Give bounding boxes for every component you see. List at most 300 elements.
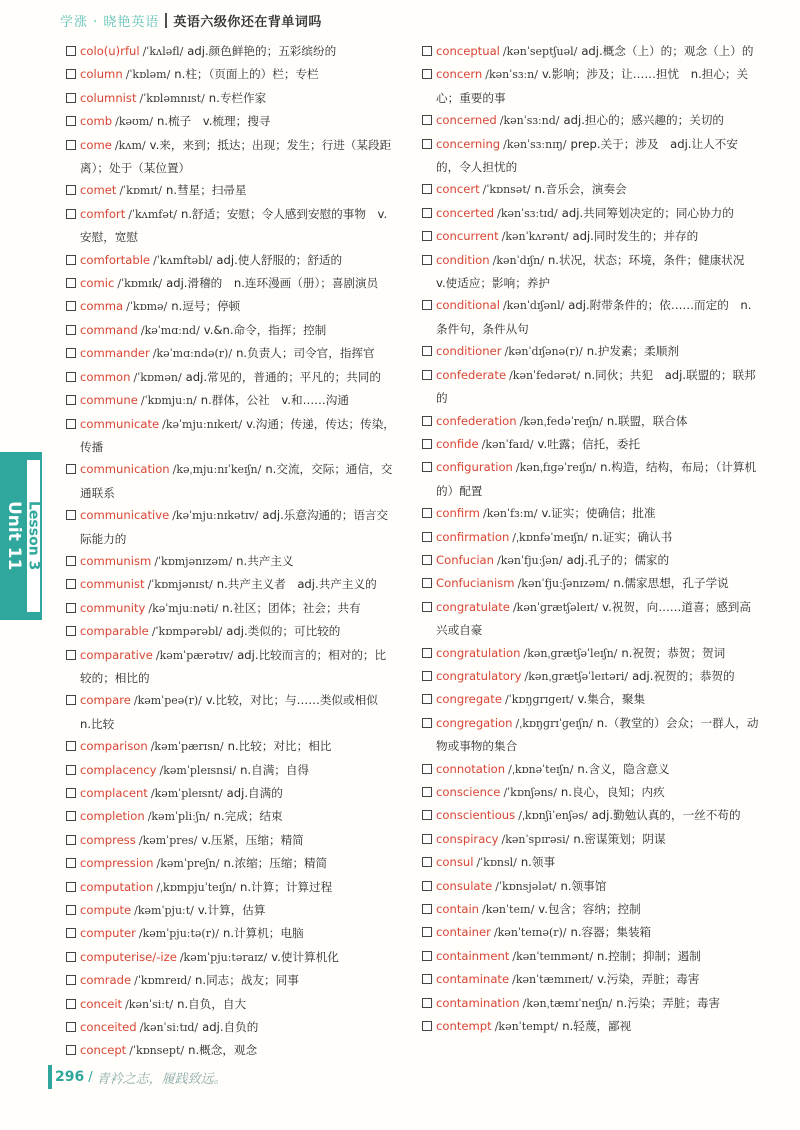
checkbox[interactable] <box>66 46 76 56</box>
checkbox[interactable] <box>66 419 76 429</box>
phonetic: /ˈkɒmɪk/ <box>117 277 163 291</box>
checkbox[interactable] <box>66 140 76 150</box>
phonetic: /ˈkɒmjənɪst/ <box>147 578 213 592</box>
checkbox[interactable] <box>422 231 432 241</box>
phonetic: /ˈkɒləmnɪst/ <box>139 91 205 105</box>
book-series: 学涨 · 晓艳英语 <box>60 14 160 30</box>
definition: n.共产主义者 adj.共产主义的 <box>216 577 377 592</box>
vocab-word: comfortable <box>80 252 151 267</box>
vocab-entry <box>66 550 396 573</box>
checkbox[interactable] <box>66 952 76 962</box>
vocab-word: comma <box>80 299 124 314</box>
vocab-entry <box>66 342 396 365</box>
phonetic: /kənˈtæmɪneɪt/ <box>512 973 594 987</box>
vocab-entry <box>422 712 760 758</box>
vocab-entry <box>422 225 760 248</box>
vocab-word: concept <box>80 1043 127 1058</box>
definition: adj.概念（上）的；观念（上）的 <box>581 44 754 58</box>
vocab-word: contamination <box>436 995 520 1010</box>
vocab-word: communist <box>80 577 145 592</box>
checkbox[interactable] <box>66 325 76 335</box>
checkbox[interactable] <box>422 998 432 1008</box>
definition: v.&n.命令，指挥；控制 <box>203 322 327 337</box>
vocab-entry <box>422 340 760 363</box>
vocab-entry <box>422 992 760 1015</box>
checkbox[interactable] <box>422 810 432 820</box>
vocab-word: congratulation <box>436 645 521 660</box>
phonetic: /kənˈdɪʃənə(r)/ <box>504 345 583 359</box>
phonetic: /kənˈseptʃuəl/ <box>502 45 578 58</box>
vocab-entry <box>66 272 396 295</box>
vocab-word: conceptual <box>436 44 500 58</box>
word-list-right <box>422 40 760 1038</box>
definition: n.含义，隐含意义 <box>577 761 670 776</box>
definition: n.祝贺；恭贺；贺词 <box>621 645 726 660</box>
vocab-entry <box>422 945 760 968</box>
checkbox[interactable] <box>66 278 76 288</box>
definition: n.计算机；电脑 <box>222 926 304 941</box>
vocab-entry <box>66 389 396 412</box>
vocab-word: conscience <box>436 785 501 799</box>
checkbox[interactable] <box>66 348 76 358</box>
definition: n.证实；确认书 <box>591 529 673 544</box>
definition: prep.关于；涉及 adj.让人不安的，令人担忧的 <box>436 136 738 175</box>
checkbox[interactable] <box>422 927 432 937</box>
vocab-word: comfort <box>80 206 126 221</box>
checkbox[interactable] <box>66 905 76 915</box>
definition: adj.颜色鲜艳的；五彩缤纷的 <box>187 44 337 58</box>
phonetic: /kəmˈpleɪsnsi/ <box>159 763 237 777</box>
definition: n.构造，结构，布局；（计算机的）配置 <box>436 460 757 498</box>
definition: n.领事 <box>520 855 556 870</box>
checkbox[interactable] <box>422 115 432 125</box>
definition: adj.共同筹划决定的；同心协力的 <box>561 205 734 220</box>
definition: n.同伙；共犯 adj.联盟的；联邦的 <box>436 367 756 406</box>
checkbox[interactable] <box>66 1022 76 1032</box>
checkbox[interactable] <box>422 416 432 426</box>
vocab-entry <box>66 829 396 852</box>
vocab-word: computer <box>80 926 136 941</box>
checkbox[interactable] <box>66 464 76 474</box>
checkbox[interactable] <box>66 835 76 845</box>
vocab-word: command <box>80 322 138 337</box>
vocab-entry <box>66 504 396 550</box>
definition: adj.滑稽的 n.连环漫画（册）；喜剧演员 <box>166 276 379 291</box>
checkbox[interactable] <box>66 695 76 705</box>
vocab-entry <box>66 852 396 875</box>
checkbox[interactable] <box>422 694 432 704</box>
vocab-entry <box>66 805 396 828</box>
vocab-word: configuration <box>436 460 513 475</box>
phonetic: /kənˈfjuːʃən/ <box>497 553 563 567</box>
checkbox[interactable] <box>422 718 432 728</box>
vocab-word: complacent <box>80 786 148 800</box>
phonetic: /kənˈteɪnə(r)/ <box>493 926 567 940</box>
footer-bar <box>48 1065 52 1089</box>
vocab-word: Confucianism <box>436 576 515 591</box>
phonetic: /kənˌɡrætʃəˈleɪtəri/ <box>524 669 629 683</box>
vocab-entry <box>66 620 396 643</box>
checkbox[interactable] <box>66 975 76 985</box>
vocab-word: congregate <box>436 692 502 707</box>
vocab-word: comparison <box>80 739 148 754</box>
vocab-word: contain <box>436 902 480 917</box>
vocab-word: comb <box>80 114 113 129</box>
vocab-word: commune <box>80 393 138 408</box>
vocab-entry <box>422 758 760 781</box>
vocab-word: completion <box>80 809 145 824</box>
vocab-word: conscientious <box>436 808 516 823</box>
definition: n.浓缩；压缩；精简 <box>223 856 328 871</box>
vocab-entry <box>66 644 396 690</box>
definition: n.良心，良知；内疚 <box>560 785 665 799</box>
checkbox[interactable] <box>66 579 76 589</box>
definition: n.群体，公社 v.和……沟通 <box>200 393 349 408</box>
phonetic: /kəmˈpres/ <box>138 833 198 847</box>
vocab-word: confide <box>436 436 479 451</box>
vocab-entry <box>66 946 396 969</box>
vocab-word: community <box>80 600 146 615</box>
vocab-word: concern <box>436 67 483 82</box>
definition: n.计算；计算过程 <box>239 879 333 894</box>
vocab-word: confirmation <box>436 529 510 544</box>
checkbox[interactable] <box>422 951 432 961</box>
vocab-entry <box>66 40 396 63</box>
phonetic: /ˈkɒnsjələt/ <box>495 879 557 893</box>
checkbox[interactable] <box>422 462 432 472</box>
definition: n.梳子 v.梳理；搜寻 <box>156 114 271 129</box>
phonetic: /kənˌɡrætʃəˈleɪʃn/ <box>523 646 618 660</box>
vocab-word: contempt <box>436 1019 492 1034</box>
vocab-word: complacency <box>80 762 157 777</box>
vocab-entry <box>422 642 760 665</box>
vocab-entry <box>66 969 396 992</box>
checkbox[interactable] <box>422 602 432 612</box>
phonetic: /kəmˈpliːʃn/ <box>147 810 210 824</box>
definition: v.使计算机化 <box>271 949 339 964</box>
definition: v.污染，弄脏；毒害 <box>597 972 700 987</box>
checkbox[interactable] <box>422 1021 432 1031</box>
vocab-entry <box>422 502 760 525</box>
vocab-entry <box>422 828 760 851</box>
phonetic: /kənˈtempt/ <box>494 1020 559 1034</box>
vocab-word: commander <box>80 346 150 361</box>
phonetic: /ˈkɒmə/ <box>126 300 168 314</box>
phonetic: /kənˈsɜːn/ <box>485 68 538 82</box>
definition: adj.类似的；可比较的 <box>226 624 341 639</box>
checkbox[interactable] <box>422 255 432 265</box>
definition: n.社区；团体；社会；共有 <box>222 600 361 615</box>
definition: n.舒适；安慰；令人感到安慰的事物 v.安慰，宽慰 <box>80 206 388 245</box>
definition: v.证实；使确信；批准 <box>541 506 656 521</box>
vocab-entry <box>66 597 396 620</box>
phonetic: /kəmˈpeə(r)/ <box>133 694 202 708</box>
vocab-word: column <box>80 67 123 82</box>
checkbox[interactable] <box>422 46 432 56</box>
vocab-word: condition <box>436 252 490 267</box>
checkbox[interactable] <box>422 300 432 310</box>
vocab-word: conceit <box>80 996 123 1011</box>
vocab-entry <box>66 689 396 735</box>
vocab-entry <box>422 294 760 340</box>
definition: n.负责人；司令官，指挥官 <box>236 346 375 361</box>
vocab-entry <box>66 782 396 805</box>
word-list-left <box>66 40 396 1063</box>
vocab-word: compute <box>80 903 132 918</box>
checkbox[interactable] <box>422 508 432 518</box>
vocab-word: congratulatory <box>436 668 522 683</box>
vocab-entry <box>66 87 396 110</box>
checkbox[interactable] <box>66 999 76 1009</box>
phonetic: /ˈkɒmən/ <box>133 370 182 384</box>
phonetic: /kəmˈpjuːt/ <box>134 904 194 918</box>
checkbox[interactable] <box>66 395 76 405</box>
vocab-entry <box>422 572 760 595</box>
vocab-entry <box>66 573 396 596</box>
phonetic: /ˈkʌləfl/ <box>142 45 184 58</box>
phonetic: /kʌm/ <box>114 138 146 152</box>
definition: adj.同时发生的；并存的 <box>572 229 699 244</box>
checkbox[interactable] <box>66 372 76 382</box>
vocab-entry <box>422 249 760 295</box>
definition: v.包含；容纳；控制 <box>538 902 641 917</box>
definition: n.比较；对比；相比 <box>227 739 332 754</box>
checkbox[interactable] <box>422 648 432 658</box>
checkbox[interactable] <box>422 370 432 380</box>
vocab-entry <box>66 366 396 389</box>
vocab-entry <box>422 526 760 549</box>
checkbox[interactable] <box>422 532 432 542</box>
page-number: 296 <box>55 1069 85 1085</box>
phonetic: /kənˈspɪrəsi/ <box>501 832 570 846</box>
phonetic: /kənˈsɜːnd/ <box>499 114 560 128</box>
checkbox[interactable] <box>422 834 432 844</box>
checkbox[interactable] <box>66 93 76 103</box>
checkbox[interactable] <box>422 904 432 914</box>
checkbox[interactable] <box>66 650 76 660</box>
vocab-word: contaminate <box>436 972 510 987</box>
vocab-entry <box>66 1016 396 1039</box>
definition: n.密谋策划；阴谋 <box>573 831 666 846</box>
phonetic: /kənˈsɜːtɪd/ <box>497 206 558 220</box>
phonetic: /kəmˈpærətɪv/ <box>155 648 234 662</box>
definition: v.压紧，压缩；精简 <box>201 832 304 847</box>
checkbox[interactable] <box>422 184 432 194</box>
vocab-word: confederate <box>436 367 507 382</box>
vocab-word: connotation <box>436 761 506 776</box>
vocab-entry <box>422 549 760 572</box>
checkbox[interactable] <box>66 1045 76 1055</box>
phonetic: /ˈkɒnsət/ <box>482 183 531 197</box>
vocab-word: confederation <box>436 413 517 428</box>
definition: n.联盟，联合体 <box>606 413 688 428</box>
checkbox[interactable] <box>66 556 76 566</box>
checkbox[interactable] <box>66 811 76 821</box>
checkbox[interactable] <box>66 510 76 520</box>
phonetic: /kəmˈpærɪsn/ <box>150 740 224 754</box>
phonetic: /kəʊm/ <box>115 115 153 129</box>
definition: n.柱；（页面上的）栏；专栏 <box>174 67 319 82</box>
definition: v.集合，聚集 <box>577 692 646 707</box>
definition: n.状况，状态；环境，条件；健康状况 v.使适应；影响；养护 <box>436 252 757 291</box>
definition: n.交流，交际；通信，交通联系 <box>80 462 393 500</box>
vocab-entry <box>66 899 396 922</box>
vocab-word: comparative <box>80 647 153 662</box>
vocab-entry <box>422 178 760 201</box>
vocab-entry <box>66 203 396 249</box>
vocab-word: containment <box>436 948 510 963</box>
checkbox[interactable] <box>66 741 76 751</box>
checkbox[interactable] <box>66 603 76 613</box>
phonetic: /kəmˈpjuːtə(r)/ <box>138 927 219 941</box>
vocab-word: compression <box>80 856 154 871</box>
vocab-entry <box>66 922 396 945</box>
checkbox[interactable] <box>422 139 432 149</box>
definition: n.共产主义 <box>236 553 294 568</box>
lesson-label: Lesson 3 <box>27 460 40 612</box>
vocab-entry <box>422 364 760 410</box>
vocab-entry <box>66 458 396 504</box>
phonetic: /kənˈkʌrənt/ <box>501 230 569 244</box>
definition: n.污染；弄脏；毒害 <box>616 995 721 1010</box>
vocab-entry <box>422 433 760 456</box>
checkbox[interactable] <box>66 69 76 79</box>
phonetic: /kənˈfedərət/ <box>509 368 581 382</box>
vocab-entry <box>422 40 760 63</box>
vocab-entry <box>422 781 760 804</box>
checkbox[interactable] <box>66 185 76 195</box>
phonetic: /ˈkɒŋɡrɪɡeɪt/ <box>504 693 574 707</box>
definition: n.儒家思想，孔子学说 <box>613 576 729 591</box>
phonetic: /ˈkɒmpərəbl/ <box>151 625 223 639</box>
definition: v.祝贺，向……道喜；感到高兴或自豪 <box>436 599 751 638</box>
vocab-entry <box>422 921 760 944</box>
phonetic: /ˌkɒŋɡrɪˈɡeɪʃn/ <box>515 716 593 730</box>
definition: n.同志；战友；同事 <box>195 973 299 988</box>
vocab-entry <box>66 249 396 272</box>
vocab-word: come <box>80 137 112 152</box>
phonetic: /kənˌfedəˈreɪʃn/ <box>519 414 603 428</box>
vocab-word: congratulate <box>436 599 510 614</box>
vocab-word: container <box>436 925 491 940</box>
checkbox[interactable] <box>422 764 432 774</box>
definition: n.容器；集装箱 <box>570 925 652 940</box>
phonetic: /ˈkɒmreɪd/ <box>134 974 192 988</box>
vocab-entry <box>422 109 760 132</box>
checkbox[interactable] <box>66 765 76 775</box>
phonetic: /kəˈmjuːnəti/ <box>148 601 219 615</box>
definition: n.概念，观念 <box>188 1043 258 1058</box>
checkbox[interactable] <box>422 578 432 588</box>
checkbox[interactable] <box>66 858 76 868</box>
definition: adj.常见的，普通的；平凡的；共同的 <box>185 369 381 384</box>
phonetic: /ˈkɒnsept/ <box>129 1044 185 1058</box>
definition: adj.使人舒服的；舒适的 <box>216 252 343 267</box>
checkbox[interactable] <box>66 209 76 219</box>
definition: n.自负，自大 <box>177 996 247 1011</box>
definition: adj.乐意沟通的；语言交际能力的 <box>80 508 389 546</box>
definition: n.护发素；柔顺剂 <box>586 344 679 359</box>
vocab-entry <box>422 804 760 827</box>
checkbox[interactable] <box>422 671 432 681</box>
vocab-word: comrade <box>80 973 132 988</box>
phonetic: /kənˈsiːtɪd/ <box>139 1021 199 1035</box>
vocab-word: consul <box>436 855 474 870</box>
definition: n.自满；自得 <box>240 762 310 777</box>
vocab-word: communism <box>80 553 152 568</box>
vocab-entry <box>66 413 396 459</box>
checkbox[interactable] <box>66 626 76 636</box>
vocab-entry <box>66 876 396 899</box>
phonetic: /kənˈdɪʃn/ <box>492 253 544 267</box>
phonetic: /kəˈmɑːnd/ <box>140 323 200 337</box>
phonetic: /kəˌmjuːnɪˈkeɪʃn/ <box>172 463 262 477</box>
footer-motto: 青衿之志，履践致远。 <box>96 1071 227 1087</box>
vocab-entry <box>422 665 760 688</box>
checkbox[interactable] <box>66 255 76 265</box>
vocab-word: concert <box>436 182 480 197</box>
definition: adj.附带条件的；依……而定的 n.条件句，条件从句 <box>436 298 752 336</box>
checkbox[interactable] <box>422 974 432 984</box>
definition: adj.孔子的；儒家的 <box>566 552 670 567</box>
vocab-entry <box>66 735 396 758</box>
vocab-entry <box>422 875 760 898</box>
vocab-word: conditioner <box>436 344 502 359</box>
vocab-word: confirm <box>436 506 480 521</box>
checkbox[interactable] <box>66 882 76 892</box>
definition: v.吐露；信托，委托 <box>537 436 640 451</box>
checkbox[interactable] <box>422 881 432 891</box>
vocab-entry <box>422 596 760 642</box>
phonetic: /kənˈfaɪd/ <box>481 437 534 451</box>
vocab-word: common <box>80 369 131 384</box>
definition: n.轻蔑，鄙视 <box>562 1019 632 1034</box>
vocab-word: compare <box>80 693 131 708</box>
checkbox[interactable] <box>66 301 76 311</box>
checkbox[interactable] <box>66 788 76 798</box>
checkbox[interactable] <box>422 555 432 565</box>
checkbox[interactable] <box>66 928 76 938</box>
phonetic: /ˈkɒmɪt/ <box>119 184 162 198</box>
checkbox[interactable] <box>66 116 76 126</box>
phonetic: /kənˈfɜːm/ <box>482 507 538 521</box>
phonetic: /kənˌtæmɪˈneɪʃn/ <box>522 996 613 1010</box>
vocab-word: comparable <box>80 624 149 639</box>
vocab-entry <box>422 133 760 179</box>
vocab-word: colo(u)rful <box>80 44 140 58</box>
checkbox[interactable] <box>422 346 432 356</box>
vocab-entry <box>422 688 760 711</box>
phonetic: /kənˈɡrætʃəleɪt/ <box>512 600 599 614</box>
phonetic: /ˌkɒnfəˈmeɪʃn/ <box>512 530 588 544</box>
vocab-word: comet <box>80 183 117 198</box>
unit-label: Unit 11 <box>4 501 24 571</box>
vocab-entry <box>66 295 396 318</box>
book-title: 英语六级你还在背单词吗 <box>173 14 322 30</box>
checkbox[interactable] <box>422 208 432 218</box>
phonetic: /kənˈsɜːnɪŋ/ <box>503 137 567 151</box>
footer-slash: / <box>88 1069 93 1085</box>
checkbox[interactable] <box>422 787 432 797</box>
checkbox[interactable] <box>422 69 432 79</box>
vocab-word: computerise/-ize <box>80 949 177 964</box>
vocab-entry <box>422 63 760 109</box>
checkbox[interactable] <box>422 857 432 867</box>
definition: n.逗号；停顿 <box>171 299 241 314</box>
vocab-word: concurrent <box>436 229 499 244</box>
vocab-entry <box>66 134 396 180</box>
checkbox[interactable] <box>422 439 432 449</box>
